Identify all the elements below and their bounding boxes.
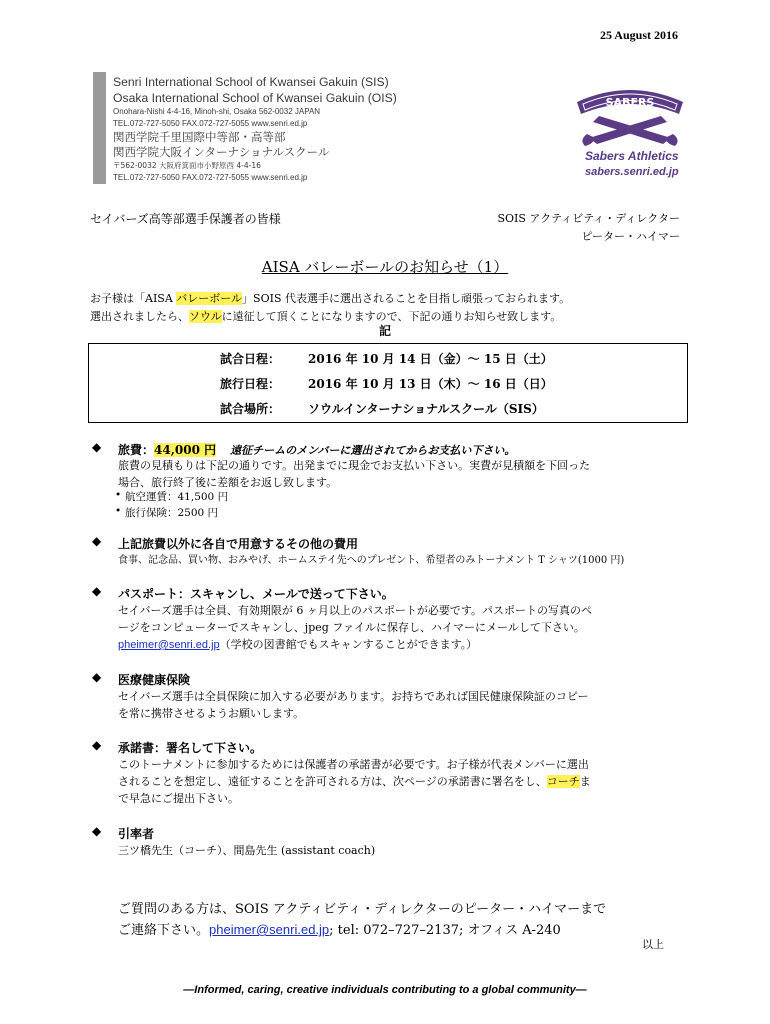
- fee-heading: 旅費：44,000 円 遠征チームのメンバーに選出されてからお支払い下さい。: [118, 443, 516, 457]
- school-name-jp-2: 関西学院大阪インターナショナルスクール: [113, 145, 330, 159]
- other-expenses-body: 食事、記念品、買い物、おみやげ、ホームステイ先へのプレゼント、希望者のみトーナメント T シャツ(1000 円): [118, 555, 625, 566]
- intro-line-2: 選出されましたら、ソウルに遠征して頂くことになりますので、下記の通りお知らせ致します。: [90, 310, 562, 323]
- closing-ijo: 以上: [642, 938, 664, 951]
- match-date-row: 試合日程： 2016 年 10 月 14 日（金）～ 15 日（土）: [220, 352, 553, 366]
- passport-heading: パスポート：スキャンし、メールで送って下さい。: [118, 587, 394, 601]
- svg-text:SABERS: SABERS: [605, 96, 655, 109]
- sabers-logo: [563, 74, 697, 150]
- school-name-sis: Senri International School of Kwansei Gakuin (SIS): [113, 75, 389, 89]
- letterhead-band: [93, 72, 106, 184]
- fee-item-insurance: • 旅行保険：2500 円: [125, 505, 218, 520]
- address-en: Onohara-Nishi 4-4-16, Minoh-shi, Osaka 562-0032 JAPAN: [113, 107, 321, 116]
- school-name-ois: Osaka International School of Kwansei Gakuin (OIS): [113, 91, 397, 105]
- salutation: セイバーズ高等部選手保護者の皆様: [90, 212, 281, 226]
- school-name-jp-1: 関西学院千里国際中等部・高等部: [113, 130, 286, 144]
- insurance-heading: 医療健康保険: [118, 673, 191, 687]
- intro-line-1: お子様は「AISA バレーボール」SOIS 代表選手に選出されることを目指し頑張っておられます。: [90, 292, 571, 305]
- chaperone-heading: 引率者: [118, 827, 155, 841]
- fee-body: 旅費の見積もりは下記の通りです。出発までに現金でお支払い下さい。実費が見積額を下回った 場合、旅行終了後に差額をお返し致します。: [118, 459, 591, 489]
- diamond-bullet-icon: ◆: [92, 824, 102, 838]
- author-name: ピーター・ハイマー: [581, 230, 680, 243]
- document-date: 25 August 2016: [599, 28, 678, 42]
- diamond-bullet-icon: ◆: [92, 670, 102, 684]
- insurance-body: セイバーズ選手は全員保険に加入する必要があります。お持ちであれば国民健康保険証のコピー を常に携帯させるようお願いします。: [118, 690, 589, 720]
- consent-heading: 承諾書：署名して下さい。: [118, 741, 263, 755]
- closing-question: ご質問のある方は、SOIS アクティビティ・ディレクターのピーター・ハイマーまで ご連絡下さい。pheimer@senri.ed.jp; tel: 072–727–2137; オフィス A-240: [118, 902, 607, 938]
- chaperone-body: 三ツ橋先生（コーチ）、間島先生 (assistant coach): [118, 844, 376, 857]
- athletics-url: sabers.senri.ed.jp: [585, 166, 679, 178]
- letterhead: [113, 74, 397, 184]
- venue-row: 試合場所： ソウルインターナショナルスクール（SIS）: [220, 402, 544, 416]
- contact-email-link[interactable]: pheimer@senri.ed.jp: [209, 922, 330, 937]
- address-jp: 〒562-0032 大阪府箕面市小野原西 4-4-16: [113, 161, 261, 170]
- passport-email-link[interactable]: pheimer@senri.ed.jp: [118, 639, 220, 651]
- diamond-bullet-icon: ◆: [92, 584, 102, 598]
- contact-jp: TEL.072-727-5050 FAX.072-727-5055 www.senri.ed.jp: [113, 173, 308, 182]
- fee-item-airfare: • 航空運賃：41,500 円: [125, 489, 228, 504]
- athletics-name: Sabers Athletics: [585, 149, 679, 163]
- diamond-bullet-icon: ◆: [92, 738, 102, 752]
- ki-heading: 記: [378, 324, 391, 338]
- contact-en: TEL.072-727-5050 FAX.072-727-5055 www.senri.ed.jp: [113, 119, 308, 128]
- other-expenses-heading: 上記旅費以外に各自で用意するその他の費用: [118, 537, 359, 551]
- diamond-bullet-icon: ◆: [92, 534, 102, 548]
- diamond-bullet-icon: ◆: [92, 440, 102, 454]
- passport-body: セイバーズ選手は全員、有効期限が 6 ヶ月以上のパスポートが必要です。パスポートの写真のペ ージをコンピューターでスキャンし、jpeg ファイルに保存し、ハイマーにメールして下さい。 pheimer@senri.ed.jp（学校の図書館でもスキャンすることができます。）: [118, 604, 593, 651]
- travel-date-row: 旅行日程： 2016 年 10 月 13 日（木）～ 16 日（日）: [220, 377, 553, 391]
- page-title: AISA バレーボールのお知らせ（1）: [261, 258, 509, 276]
- school-motto: —Informed, caring, creative individuals contributing to a global community—: [183, 984, 587, 996]
- consent-body: このトーナメントに参加するためには保護者の承諾書が必要です。お子様が代表メンバーに選出 されることを想定し、遠征することを許可される方は、次ページの承諾書に署名をし、コーチま で早急にご提出下さい。: [118, 758, 591, 805]
- author-title: SOIS アクティビティ・ディレクター: [497, 212, 680, 225]
